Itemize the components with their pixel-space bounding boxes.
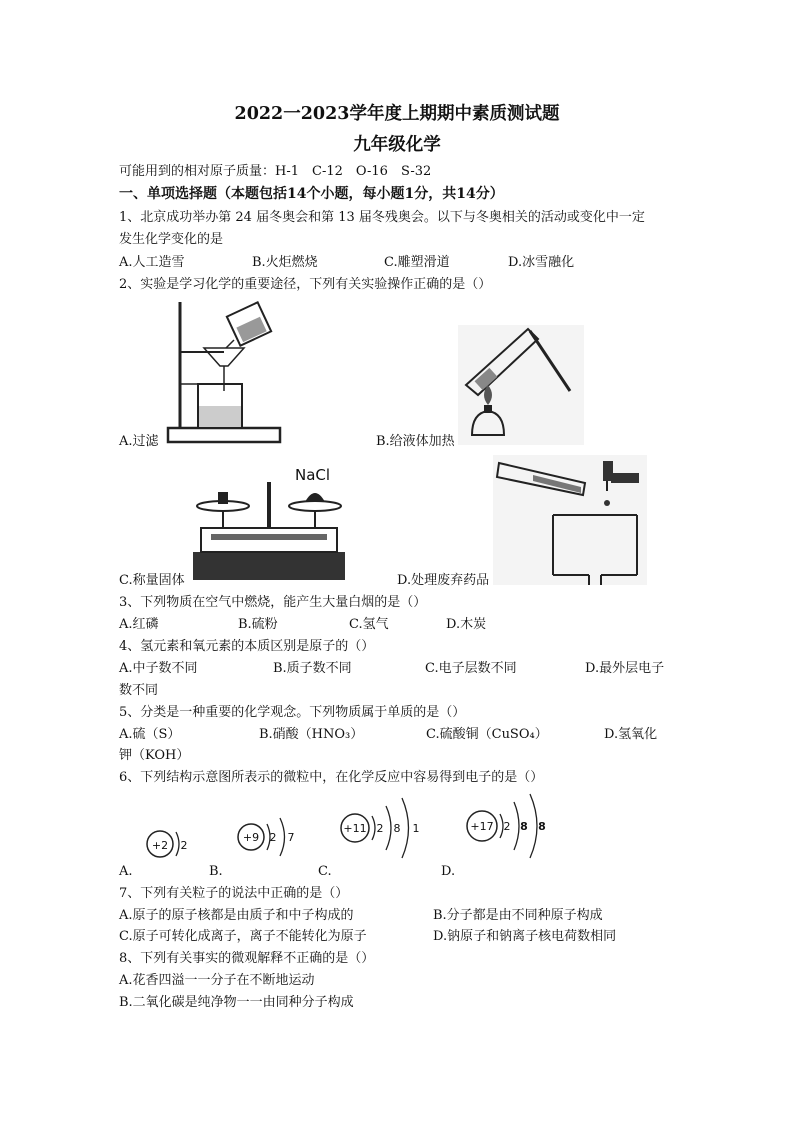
q6-option-a: A.: [119, 864, 133, 879]
q2-option-c: C.称量固体: [119, 573, 185, 588]
q1-option-b: B.火炬燃烧: [252, 255, 318, 270]
atom-c-nucleus: +11: [343, 822, 367, 835]
q7-option-b: B.分子都是由不同种原子构成: [433, 908, 603, 923]
atom-diagram-b: [229, 806, 305, 866]
q4-option-c: C.电子层数不同: [425, 661, 517, 676]
atomic-mass-note: 可能用到的相对原子质量：H-1 C-12 O-16 S-32: [119, 164, 432, 179]
q5-option-b: B.硝酸（HNO₃）: [259, 727, 364, 742]
q6-option-d: D.: [441, 864, 456, 879]
q4-option-d-cont: 数不同: [119, 683, 159, 698]
atom-b-shell-2: 7: [287, 831, 295, 844]
q4-stem: 4、氢元素和氧元素的本质区别是原子的（）: [119, 639, 375, 654]
filtration-illustration: [162, 296, 288, 446]
atom-d-shell-2: 8: [520, 820, 528, 833]
q3-option-b: B.硫粉: [238, 617, 278, 632]
liquid-heating-illustration: [458, 325, 584, 445]
q4-option-a: A.中子数不同: [119, 661, 198, 676]
atom-c-shell-2: 8: [393, 822, 401, 835]
q4-option-b: B.质子数不同: [273, 661, 352, 676]
exam-subtitle: 九年级化学: [353, 135, 441, 155]
q2-option-d: D.处理废弃药品: [397, 573, 490, 588]
q5-option-a: A.硫（S）: [119, 727, 181, 742]
atom-b-nucleus: +9: [242, 831, 260, 844]
atom-diagram-c: [336, 790, 430, 866]
atom-d-shell-3: 8: [538, 820, 546, 833]
q8-option-b: B.二氧化碳是纯净物一一由同种分子构成: [119, 995, 354, 1010]
atom-a-shell-1: 2: [180, 839, 188, 852]
atom-d-shell-1: 2: [503, 820, 511, 833]
q6-stem: 6、下列结构示意图所表示的微粒中，在化学反应中容易得到电子的是（）: [119, 770, 544, 785]
q2-option-a: A.过滤: [119, 434, 159, 449]
section-title: 一、单项选择题（本题包括14个小题，每小题1分，共14分）: [119, 186, 504, 202]
q5-option-d-cont: 钾（KOH）: [119, 748, 190, 763]
q1-stem-line2: 发生化学变化的是: [119, 232, 224, 247]
atom-a-nucleus: +2: [151, 839, 169, 852]
q4-option-d: D.最外层电子: [585, 661, 665, 676]
balance-illustration: [191, 462, 347, 584]
q5-option-d: D.氢氧化: [604, 727, 658, 742]
q7-option-a: A.原子的原子核都是由质子和中子构成的: [119, 908, 354, 923]
q1-stem-line1: 1、北京成功举办第 24 届冬奥会和第 13 届冬残奥会。以下与冬奥相关的活动或变化中一定: [119, 210, 645, 225]
q7-stem: 7、下列有关粒子的说法中正确的是（）: [119, 886, 349, 901]
atom-c-shell-1: 2: [376, 822, 384, 835]
q6-option-c: C.: [318, 864, 332, 879]
exam-title: 2022一2023学年度上期期中素质测试题: [234, 104, 560, 124]
atom-diagram-d: [462, 788, 554, 868]
q3-option-a: A.红磷: [119, 617, 159, 632]
q3-stem: 3、下列物质在空气中燃烧，能产生大量白烟的是（）: [119, 595, 427, 610]
q1-option-c: C.雕塑滑道: [384, 255, 450, 270]
q1-option-d: D.冰雪融化: [508, 255, 575, 270]
q5-stem: 5、分类是一种重要的化学观念。下列物质属于单质的是（）: [119, 705, 466, 720]
atom-b-shell-1: 2: [269, 831, 277, 844]
q8-option-a: A.花香四溢一一分子在不断地运动: [119, 973, 315, 988]
q3-option-c: C.氢气: [349, 617, 389, 632]
atom-diagram-a: [140, 816, 192, 866]
q8-stem: 8、下列有关事实的微观解释不正确的是（）: [119, 951, 375, 966]
q1-option-a: A.人工造雪: [119, 255, 185, 270]
q3-option-d: D.木炭: [446, 617, 487, 632]
nacl-label: NaCl: [295, 466, 331, 484]
q7-option-d: D.钠原子和钠离子核电荷数相同: [433, 929, 617, 944]
q6-option-b: B.: [209, 864, 223, 879]
q7-option-c: C.原子可转化成离子，离子不能转化为原子: [119, 929, 367, 944]
waste-disposal-illustration: [493, 455, 647, 585]
q2-option-b: B.给液体加热: [376, 434, 455, 449]
atom-c-shell-3: 1: [412, 822, 420, 835]
q5-option-c: C.硫酸铜（CuSO₄）: [426, 727, 548, 742]
atom-d-nucleus: +17: [470, 820, 494, 833]
q2-stem: 2、实验是学习化学的重要途径，下列有关实验操作正确的是（）: [119, 277, 492, 292]
